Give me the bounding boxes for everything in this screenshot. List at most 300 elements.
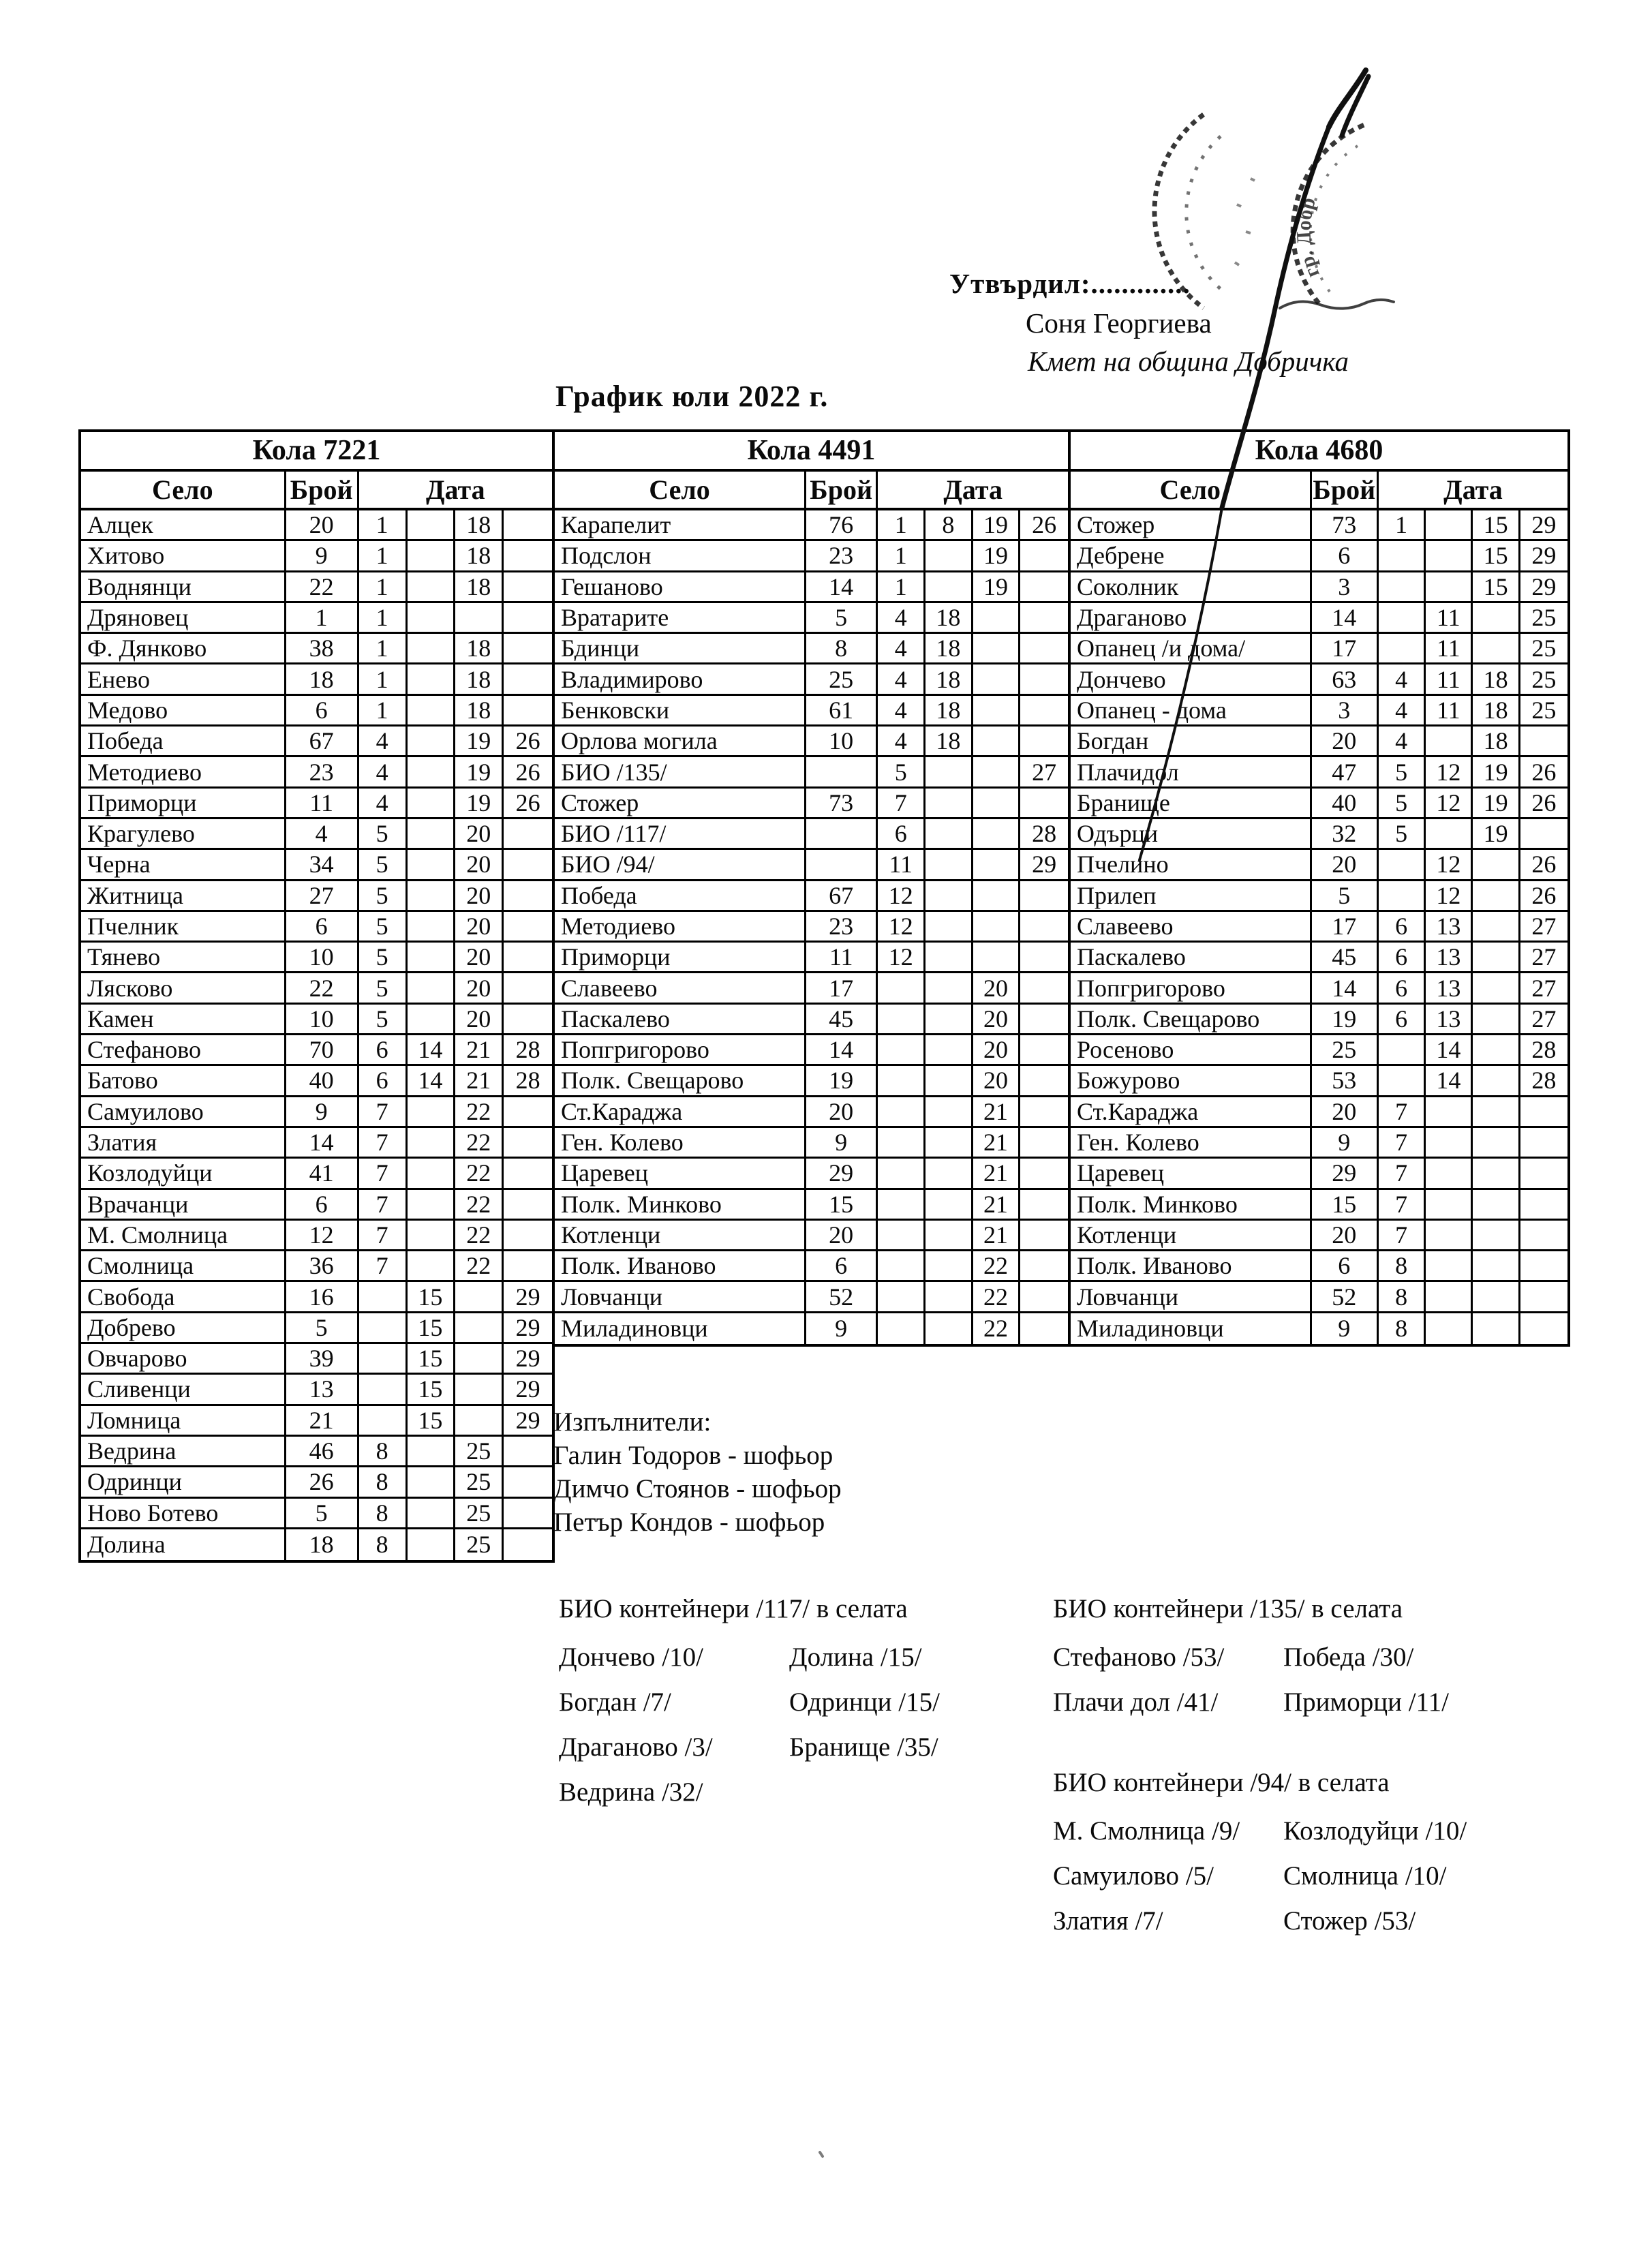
bio-item: Стефаново /53/ <box>1053 1642 1225 1672</box>
count-cell: 13 <box>286 1375 359 1405</box>
date-cell <box>1020 1251 1068 1282</box>
count-cell: 46 <box>286 1437 359 1467</box>
date-cell <box>1020 634 1068 664</box>
village-cell: Ловчанци <box>555 1282 806 1313</box>
date-cell <box>1379 603 1426 634</box>
date-cell: 21 <box>973 1128 1021 1159</box>
date-cell <box>1473 1159 1520 1189</box>
count-cell: 10 <box>806 727 878 757</box>
count-cell: 67 <box>806 881 878 912</box>
date-cell: 7 <box>359 1097 408 1128</box>
car-table-7221 <box>78 429 555 1563</box>
date-cell: 8 <box>359 1529 408 1560</box>
car-table-4680 <box>1068 429 1570 1347</box>
bio-item: Смолница /10/ <box>1283 1861 1447 1891</box>
date-cell <box>504 1159 552 1189</box>
date-cell: 27 <box>1520 973 1567 1004</box>
village-cell: Владимирово <box>555 664 806 695</box>
date-cell: 19 <box>973 572 1021 603</box>
count-cell: 14 <box>1312 973 1379 1004</box>
village-cell: Одринци <box>81 1467 286 1498</box>
date-cell: 20 <box>455 943 504 973</box>
date-cell: 20 <box>973 1035 1021 1066</box>
date-cell: 26 <box>1020 510 1068 541</box>
count-cell: 5 <box>286 1499 359 1529</box>
village-cell: Овчарово <box>81 1344 286 1375</box>
table-row <box>81 1437 552 1467</box>
count-cell: 38 <box>286 634 359 664</box>
table-row <box>81 1406 552 1437</box>
table-row <box>81 1221 552 1251</box>
bio-item <box>789 1777 940 1807</box>
table-row <box>1071 1035 1567 1066</box>
date-cell: 18 <box>455 664 504 695</box>
date-cell: 25 <box>455 1467 504 1498</box>
village-cell: Ловчанци <box>1071 1282 1312 1313</box>
village-cell: Царевец <box>555 1159 806 1189</box>
date-cell <box>408 850 456 881</box>
date-cell: 28 <box>1520 1035 1567 1066</box>
date-cell: 19 <box>1473 757 1520 788</box>
date-cell <box>926 1221 973 1251</box>
date-cell <box>408 1467 456 1498</box>
date-cell: 4 <box>1379 727 1426 757</box>
date-cell <box>878 1035 926 1066</box>
village-cell: Житница <box>81 881 286 912</box>
date-cell: 22 <box>455 1190 504 1221</box>
date-cell: 27 <box>1520 912 1567 943</box>
village-cell: Богдан <box>1071 727 1312 757</box>
count-cell: 21 <box>286 1406 359 1437</box>
date-cell <box>878 1282 926 1313</box>
table-row <box>555 1221 1068 1251</box>
date-cell: 1 <box>878 572 926 603</box>
date-cell: 8 <box>1379 1313 1426 1344</box>
village-cell: БИО /135/ <box>555 757 806 788</box>
date-cell: 1 <box>359 572 408 603</box>
date-cell: 28 <box>504 1066 552 1097</box>
date-cell <box>926 1035 973 1066</box>
date-cell: 26 <box>504 789 552 819</box>
date-cell <box>1379 1035 1426 1066</box>
date-cell <box>408 541 456 572</box>
date-cell <box>1473 1005 1520 1035</box>
date-cell <box>973 943 1021 973</box>
bio-section-117 <box>559 1593 940 1807</box>
date-cell: 7 <box>1379 1097 1426 1128</box>
date-cell: 25 <box>455 1437 504 1467</box>
village-cell: Победа <box>555 881 806 912</box>
count-cell: 11 <box>806 943 878 973</box>
date-cell: 6 <box>1379 1005 1426 1035</box>
count-cell: 9 <box>286 1097 359 1128</box>
date-cell: 21 <box>455 1035 504 1066</box>
date-cell <box>455 1406 504 1437</box>
village-cell: Ст.Караджа <box>1071 1097 1312 1128</box>
date-cell: 21 <box>973 1221 1021 1251</box>
date-cell: 18 <box>1473 664 1520 695</box>
date-cell <box>926 1282 973 1313</box>
date-cell: 29 <box>504 1406 552 1437</box>
village-cell: Смолница <box>81 1251 286 1282</box>
date-cell: 25 <box>1520 664 1567 695</box>
village-cell: Ново Ботево <box>81 1499 286 1529</box>
village-cell: БИО /94/ <box>555 850 806 881</box>
table-row <box>555 696 1068 727</box>
count-cell: 17 <box>1312 634 1379 664</box>
village-cell: Методиево <box>555 912 806 943</box>
count-cell: 6 <box>1312 1251 1379 1282</box>
date-cell <box>1426 510 1473 541</box>
date-cell <box>1379 1066 1426 1097</box>
village-cell: Попгригорово <box>1071 973 1312 1004</box>
village-cell: М. Смолница <box>81 1221 286 1251</box>
date-cell <box>504 881 552 912</box>
date-cell <box>1520 1221 1567 1251</box>
date-cell <box>455 1375 504 1405</box>
table-row <box>81 943 552 973</box>
count-cell: 22 <box>286 973 359 1004</box>
table-row <box>1071 510 1567 541</box>
village-cell: Бранище <box>1071 789 1312 819</box>
date-cell <box>504 541 552 572</box>
date-cell: 14 <box>1426 1035 1473 1066</box>
date-cell: 6 <box>359 1035 408 1066</box>
date-cell: 22 <box>455 1221 504 1251</box>
date-cell: 25 <box>455 1529 504 1560</box>
table-row <box>81 541 552 572</box>
count-cell: 19 <box>806 1066 878 1097</box>
village-cell: Медово <box>81 696 286 727</box>
table-row <box>1071 757 1567 788</box>
table-row <box>1071 1159 1567 1189</box>
table-row <box>555 1190 1068 1221</box>
date-cell: 13 <box>1426 912 1473 943</box>
village-cell: Ф. Дянково <box>81 634 286 664</box>
count-cell: 73 <box>806 789 878 819</box>
village-cell: Хитово <box>81 541 286 572</box>
date-cell <box>973 664 1021 695</box>
date-cell <box>1520 819 1567 850</box>
date-cell <box>926 1251 973 1282</box>
date-cell: 29 <box>1520 572 1567 603</box>
village-cell: Черна <box>81 850 286 881</box>
village-cell: Миладиновци <box>555 1313 806 1344</box>
date-cell <box>1520 727 1567 757</box>
date-cell: 15 <box>408 1282 456 1313</box>
village-cell: Паскалево <box>1071 943 1312 973</box>
bio-item: Ведрина /32/ <box>559 1777 703 1807</box>
date-cell: 18 <box>926 603 973 634</box>
date-cell: 14 <box>408 1035 456 1066</box>
date-cell: 12 <box>1426 757 1473 788</box>
date-cell: 14 <box>1426 1066 1473 1097</box>
table-row <box>1071 912 1567 943</box>
date-cell <box>926 1313 973 1344</box>
village-cell: Победа <box>81 727 286 757</box>
bio-item: Златия /7/ <box>1053 1906 1163 1936</box>
bio-item: Бранище /35/ <box>789 1732 938 1762</box>
date-cell <box>408 664 456 695</box>
date-cell: 1 <box>359 541 408 572</box>
date-cell: 18 <box>926 664 973 695</box>
count-cell: 9 <box>806 1128 878 1159</box>
date-cell: 28 <box>1520 1066 1567 1097</box>
count-cell: 40 <box>1312 789 1379 819</box>
date-cell <box>359 1282 408 1313</box>
date-cell: 6 <box>1379 973 1426 1004</box>
table-row <box>81 850 552 881</box>
date-cell <box>1520 1097 1567 1128</box>
date-cell: 20 <box>455 850 504 881</box>
date-cell <box>926 1128 973 1159</box>
village-cell: Приморци <box>81 789 286 819</box>
date-cell: 1 <box>878 541 926 572</box>
date-cell <box>1520 1159 1567 1189</box>
count-cell: 10 <box>286 1005 359 1035</box>
date-cell <box>504 819 552 850</box>
count-cell: 63 <box>1312 664 1379 695</box>
count-cell: 22 <box>286 572 359 603</box>
date-cell: 19 <box>455 727 504 757</box>
village-cell: Драганово <box>1071 603 1312 634</box>
date-cell: 7 <box>359 1159 408 1189</box>
car-table-title: Кола 7221 <box>81 432 552 472</box>
date-cell: 29 <box>504 1282 552 1313</box>
table-row <box>1071 819 1567 850</box>
date-cell <box>1473 1282 1520 1313</box>
village-cell: Стожер <box>555 789 806 819</box>
approver-name: Соня Георгиева <box>1026 307 1212 339</box>
date-cell <box>408 973 456 1004</box>
date-cell <box>926 541 973 572</box>
date-cell <box>926 912 973 943</box>
date-cell: 22 <box>973 1282 1021 1313</box>
table-row <box>81 696 552 727</box>
table-row <box>555 572 1068 603</box>
date-cell <box>408 1499 456 1529</box>
column-header-date: Дата <box>1443 474 1503 505</box>
driver-line: Петър Кондов - шофьор <box>553 1508 825 1537</box>
date-cell <box>1473 1035 1520 1066</box>
date-cell <box>504 634 552 664</box>
table-row <box>555 510 1068 541</box>
date-cell <box>1020 1035 1068 1066</box>
date-cell <box>878 1066 926 1097</box>
count-cell: 53 <box>1312 1066 1379 1097</box>
date-cell <box>1020 1066 1068 1097</box>
date-cell: 27 <box>1520 943 1567 973</box>
table-row <box>555 1313 1068 1344</box>
date-cell: 4 <box>878 664 926 695</box>
village-cell: Камен <box>81 1005 286 1035</box>
date-cell <box>926 881 973 912</box>
village-cell: Соколник <box>1071 572 1312 603</box>
count-cell: 52 <box>806 1282 878 1313</box>
date-cell <box>504 572 552 603</box>
date-cell: 25 <box>1520 603 1567 634</box>
date-cell: 5 <box>359 850 408 881</box>
village-cell: Полк. Свещарово <box>555 1066 806 1097</box>
date-cell <box>973 634 1021 664</box>
date-cell: 4 <box>1379 664 1426 695</box>
column-header-count: Брой <box>1312 472 1379 508</box>
date-cell: 1 <box>1379 510 1426 541</box>
table-row <box>555 943 1068 973</box>
date-cell <box>1473 973 1520 1004</box>
village-cell: Росеново <box>1071 1035 1312 1066</box>
village-cell: Крагулево <box>81 819 286 850</box>
table-row <box>1071 1282 1567 1313</box>
date-cell: 28 <box>1020 819 1068 850</box>
date-cell <box>504 1128 552 1159</box>
count-cell: 23 <box>806 912 878 943</box>
village-cell: Вратарите <box>555 603 806 634</box>
table-row <box>555 881 1068 912</box>
village-cell: Врачанци <box>81 1190 286 1221</box>
table-row <box>81 1035 552 1066</box>
date-cell: 25 <box>1520 634 1567 664</box>
date-cell <box>1020 696 1068 727</box>
table-row <box>555 757 1068 788</box>
date-cell: 5 <box>359 912 408 943</box>
date-cell <box>1020 973 1068 1004</box>
date-cell: 1 <box>359 634 408 664</box>
count-cell: 61 <box>806 696 878 727</box>
bio-section-94 <box>1053 1767 1467 1936</box>
count-cell: 15 <box>1312 1190 1379 1221</box>
date-cell: 13 <box>1426 1005 1473 1035</box>
date-cell: 12 <box>878 943 926 973</box>
village-cell: Бенковски <box>555 696 806 727</box>
date-cell <box>878 1097 926 1128</box>
date-cell: 15 <box>408 1313 456 1344</box>
count-cell: 25 <box>1312 1035 1379 1066</box>
page-title: График юли 2022 г. <box>555 380 829 413</box>
table-row <box>81 664 552 695</box>
date-cell <box>408 819 456 850</box>
village-cell: Гешаново <box>555 572 806 603</box>
village-cell: Славеево <box>1071 912 1312 943</box>
date-cell <box>1020 541 1068 572</box>
date-cell: 21 <box>973 1097 1021 1128</box>
count-cell: 12 <box>286 1221 359 1251</box>
date-cell <box>504 1499 552 1529</box>
date-cell <box>1426 1313 1473 1344</box>
count-cell: 6 <box>286 912 359 943</box>
date-cell <box>408 572 456 603</box>
village-cell: Полк. Иваново <box>1071 1251 1312 1282</box>
date-cell <box>455 1282 504 1313</box>
village-cell: Пчелник <box>81 912 286 943</box>
date-cell <box>878 1159 926 1189</box>
date-cell <box>926 1159 973 1189</box>
date-cell: 4 <box>878 696 926 727</box>
date-cell <box>973 603 1021 634</box>
table-row <box>81 973 552 1004</box>
date-cell: 7 <box>359 1128 408 1159</box>
count-cell: 27 <box>286 881 359 912</box>
village-cell: Воднянци <box>81 572 286 603</box>
date-cell: 22 <box>455 1097 504 1128</box>
date-cell: 7 <box>1379 1128 1426 1159</box>
date-cell <box>1473 1097 1520 1128</box>
table-row <box>81 819 552 850</box>
table-row <box>1071 850 1567 881</box>
count-cell: 73 <box>1312 510 1379 541</box>
count-cell: 9 <box>1312 1128 1379 1159</box>
table-row <box>1071 541 1567 572</box>
date-cell <box>926 973 973 1004</box>
date-cell <box>455 603 504 634</box>
date-cell: 22 <box>455 1159 504 1189</box>
bio-item-list <box>1053 1642 1449 1717</box>
date-cell: 12 <box>1426 789 1473 819</box>
date-cell <box>1379 541 1426 572</box>
date-cell <box>408 634 456 664</box>
date-cell: 12 <box>878 912 926 943</box>
date-cell: 26 <box>1520 881 1567 912</box>
count-cell: 40 <box>286 1066 359 1097</box>
table-row <box>81 634 552 664</box>
count-cell: 23 <box>286 757 359 788</box>
date-cell <box>504 1190 552 1221</box>
count-cell: 8 <box>806 634 878 664</box>
village-cell: Ведрина <box>81 1437 286 1467</box>
bio-item-list <box>559 1642 940 1807</box>
date-cell <box>1426 1190 1473 1221</box>
count-cell: 32 <box>1312 819 1379 850</box>
table-row <box>1071 727 1567 757</box>
date-cell <box>1379 850 1426 881</box>
village-cell: Дряновец <box>81 603 286 634</box>
count-cell: 9 <box>286 541 359 572</box>
bio-item: М. Смолница /9/ <box>1053 1816 1240 1846</box>
date-cell <box>1020 727 1068 757</box>
date-cell <box>878 1128 926 1159</box>
count-cell: 45 <box>1312 943 1379 973</box>
village-cell: Приморци <box>555 943 806 973</box>
date-cell: 5 <box>359 943 408 973</box>
date-cell <box>973 696 1021 727</box>
date-cell: 5 <box>359 881 408 912</box>
bio-item: Приморци /11/ <box>1283 1687 1449 1717</box>
bio-item: Драганово /3/ <box>559 1732 713 1762</box>
column-header-village: Село <box>555 472 806 508</box>
date-cell <box>1426 727 1473 757</box>
date-cell: 8 <box>359 1499 408 1529</box>
date-cell <box>1020 1005 1068 1035</box>
date-cell <box>973 757 1021 788</box>
date-cell <box>1473 603 1520 634</box>
count-cell: 3 <box>1312 572 1379 603</box>
date-cell <box>408 757 456 788</box>
date-cell: 6 <box>1379 912 1426 943</box>
table-row <box>555 664 1068 695</box>
date-cell <box>1473 634 1520 664</box>
date-cell: 1 <box>359 510 408 541</box>
table-row <box>555 1159 1068 1189</box>
count-cell: 5 <box>286 1313 359 1344</box>
date-cell <box>1379 634 1426 664</box>
bio-section-135 <box>1053 1593 1449 1717</box>
date-cell: 29 <box>1520 541 1567 572</box>
table-row <box>555 1282 1068 1313</box>
date-cell <box>408 912 456 943</box>
village-cell: Славеево <box>555 973 806 1004</box>
table-row <box>81 1344 552 1375</box>
date-cell <box>504 1251 552 1282</box>
